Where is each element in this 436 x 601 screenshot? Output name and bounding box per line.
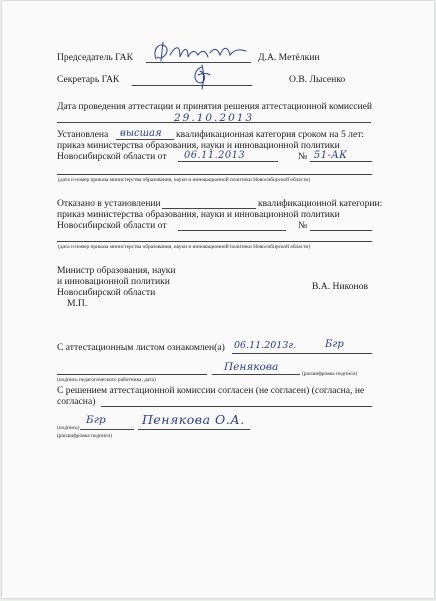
refused-caption: (дата и номер приказа министерства образования, науки и инновационной политики Новосибирской области) [58,244,311,250]
acquainted-caption-right: (расшифровка подписи) [302,371,358,377]
established-region-prefix: Новосибирской области от [57,151,167,162]
session-label: Дата проведения аттестации и принятия решения аттестационной комиссией [57,101,373,112]
decision-agreement-line [101,406,372,407]
secretary-role: Секретарь ГАК [57,74,120,85]
acquainted-label: С аттестационным листом ознакомлен(а) [57,342,225,353]
decision-line1: С решением аттестационной комиссии согласен (не согласен) (согласна, не [57,385,365,396]
refused-order-number-line [310,230,372,231]
minister-stamp-mark: М.П. [67,298,88,309]
established-order-date: 06.11.2013 [184,150,246,161]
established-order-number-line [310,161,372,162]
acquainted-date-line [232,353,372,354]
refused-order-date-line [178,230,286,231]
decision-fullname: Пенякова О.А. [142,412,245,427]
decision-signature: Бгр [86,414,106,426]
established-category: высшая [120,128,162,139]
refused-order-line: приказ министерства образования, науки и инновационной политики [57,209,340,220]
refused-suffix: квалификационной категории: [258,198,383,209]
refused-region-prefix: Новосибирской области от [57,220,167,231]
chairman-name: Д.А. Метёлкин [258,52,320,63]
acquainted-surname-line [212,374,300,375]
decision-signature-line [80,429,134,430]
session-date: 29.10.2013 [174,112,255,124]
attestation-sheet-page [2,1,434,598]
acquainted-surname: Пенякова [224,361,279,373]
established-prefix: Установлена [57,129,109,140]
minister-line3: Новосибирской области [57,287,156,298]
established-order-line: приказ министерства образования, науки и инновационной политики [57,140,340,151]
acquainted-signature: Бгр [325,339,344,350]
refused-caption-line [57,241,372,242]
decision-line2: согласна) [57,396,96,407]
minister-line2: и инновационной политики [57,276,170,287]
established-order-date-line [178,161,278,162]
secretary-signature [186,61,216,91]
secretary-name: О.В. Лысенко [289,74,346,85]
decision-caption-right: (расшифровка подписи) [57,433,113,439]
decision-caption-left: (подпись) [57,425,80,431]
decision-fullname-line [138,429,250,430]
minister-name: В.А. Никонов [312,281,369,292]
acquainted-date: 06.11.2013г. [234,340,297,351]
established-suffix: квалификационная категория сроком на 5 лет: [176,129,365,140]
acquainted-teacher-line [57,374,207,375]
established-number-sign: № [298,151,308,162]
established-caption-line [57,174,372,175]
refused-prefix: Отказано в установлении [57,198,161,209]
chairman-role: Председатель ГАК [57,52,133,63]
established-order-number: 51-АК [314,150,348,161]
minister-line1: Министр образования, науки [57,265,176,276]
refused-number-sign: № [298,220,308,231]
established-caption: (дата и номер приказа министерства образования, науки и инновационной политики Новосибирской области) [58,177,311,183]
acquainted-caption-left: (подпись педагогического работника, дата) [57,377,156,383]
